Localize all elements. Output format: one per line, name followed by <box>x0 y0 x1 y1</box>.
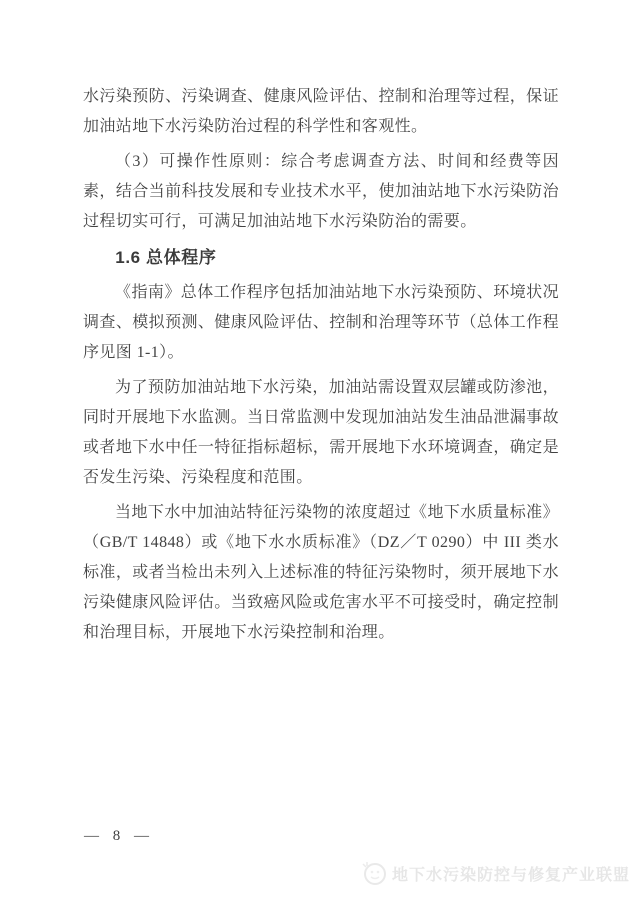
para-standards-risk: 当地下水中加油站特征污染物的浓度超过《地下水质量标准》（GB/T 14848）或《地下水水质标准》（DZ／T 0290）中 III 类水标准，或者当检出未列入上述标准的特征污染物时，须开展地下水污染健康风险评估。当致癌风险或危害水平不可接受时，确定控制和治理目标，开展地下水污染控制和治理。 <box>83 504 559 641</box>
watermark <box>361 860 630 886</box>
alliance-logo-icon <box>361 860 387 886</box>
para-overall-procedure: 《指南》总体工作程序包括加油站地下水污染预防、环境状况调查、模拟预测、健康风险评估、控制和治理等环节（总体工作程序见图 1-1）。 <box>83 284 559 361</box>
page-number: — 8 — <box>84 828 149 844</box>
para-operability-principle: （3）可操作性原则：综合考虑调查方法、时间和经费等因素，结合当前科技发展和专业技术水平，使加油站地下水污染防治过程切实可行，可满足加油站地下水污染防治的需要。 <box>83 153 559 230</box>
page-body <box>83 82 559 653</box>
watermark-text: 地下水污染防控与修复产业联盟 <box>391 866 630 884</box>
para-prevention-monitoring: 为了预防加油站地下水污染，加油站需设置双层罐或防渗池，同时开展地下水监测。当日常监测中发现加油站发生油品泄漏事故或者地下水中任一特征指标超标，需开展地下水环境调查，确定是否发生污染、污染程度和范围。 <box>83 379 559 486</box>
para-continuation: 水污染预防、污染调查、健康风险评估、控制和治理等过程，保证加油站地下水污染防治过程的科学性和客观性。 <box>83 88 559 135</box>
section-heading-1-6: 1.6 总体程序 <box>115 248 217 267</box>
